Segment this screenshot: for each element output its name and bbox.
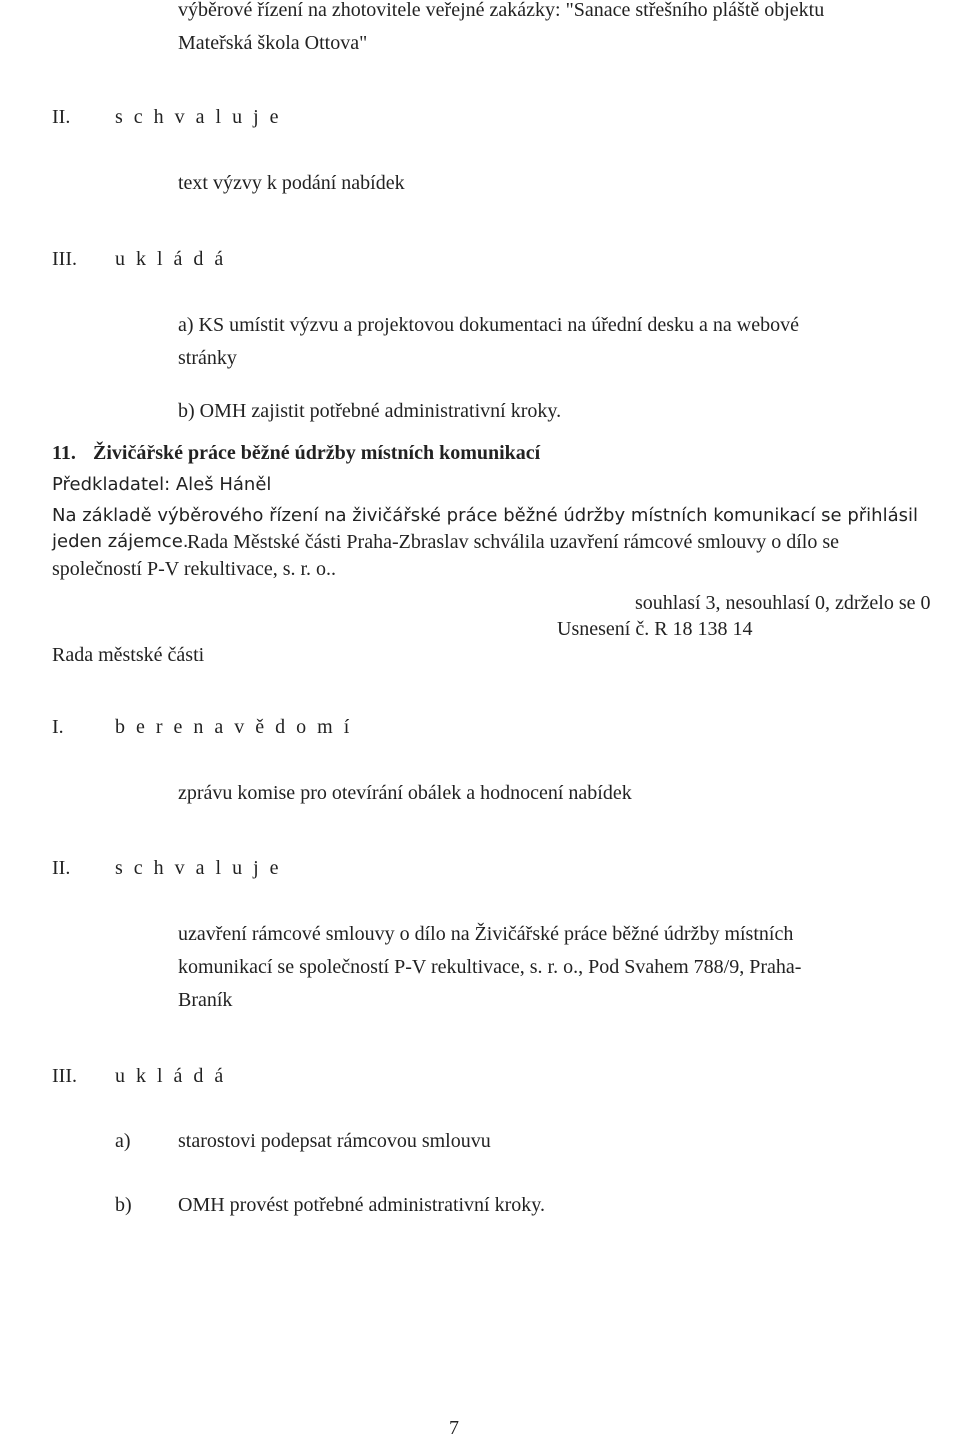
clause-item: stránky bbox=[178, 347, 237, 369]
clause-number: III. bbox=[52, 1065, 77, 1087]
body-text-line: Na základě výběrového řízení na živičářské práce běžné údržby místních komunikací se přihlásil bbox=[52, 505, 918, 526]
clause-verb: b e r e n a v ě d o m í bbox=[115, 716, 353, 738]
clause-text: zprávu komise pro otevírání obálek a hodnocení nabídek bbox=[178, 782, 632, 804]
clause-item: a) KS umístit výzvu a projektovou dokumentaci na úřední desku a na webové bbox=[178, 314, 799, 336]
clause-verb: s c h v a l u j e bbox=[115, 106, 282, 128]
clause-item: b) OMH zajistit potřebné administrativní kroky. bbox=[178, 400, 562, 422]
agenda-item-number: 11. bbox=[52, 442, 76, 464]
clause-text: uzavření rámcové smlouvy o dílo na Živičářské práce běžné údržby místních bbox=[178, 923, 794, 945]
item-text: OMH provést potřebné administrativní kroky. bbox=[178, 1194, 545, 1216]
page-number: 7 bbox=[449, 1417, 459, 1439]
clause-number: II. bbox=[52, 857, 71, 879]
clause-number: II. bbox=[52, 106, 71, 128]
clause-text: komunikací se společností P-V rekultivace, s. r. o., Pod Svahem 788/9, Praha- bbox=[178, 956, 802, 978]
agenda-item-title: Živičářské práce běžné údržby místních komunikací bbox=[93, 442, 541, 464]
clause-verb: s c h v a l u j e bbox=[115, 857, 282, 879]
item-label: b) bbox=[115, 1194, 132, 1216]
clause-text: text výzvy k podání nabídek bbox=[178, 172, 405, 194]
clause-verb: u k l á d á bbox=[115, 248, 227, 270]
presenter: Předkladatel: Aleš Háněl bbox=[52, 474, 272, 495]
council-label: Rada městské části bbox=[52, 644, 205, 666]
clause-verb: u k l á d á bbox=[115, 1065, 227, 1087]
body-text-line: společností P-V rekultivace, s. r. o.. bbox=[52, 558, 337, 580]
clause-text: Braník bbox=[178, 989, 233, 1011]
resolution-number: Usnesení č. R 18 138 14 bbox=[557, 618, 753, 640]
vote-result: souhlasí 3, nesouhlasí 0, zdrželo se 0 bbox=[635, 592, 931, 614]
clause-number: I. bbox=[52, 716, 64, 738]
resolution-text-line: Mateřská škola Ottova" bbox=[178, 32, 368, 54]
clause-number: III. bbox=[52, 248, 77, 270]
item-label: a) bbox=[115, 1130, 131, 1152]
resolution-text-line: výběrové řízení na zhotovitele veřejné zakázky: "Sanace střešního pláště objektu bbox=[178, 0, 825, 21]
body-text-line: Rada Městské části Praha-Zbraslav schválila uzavření rámcové smlouvy o dílo se bbox=[187, 531, 840, 553]
body-text-line: jeden zájemce. bbox=[52, 531, 189, 552]
item-text: starostovi podepsat rámcovou smlouvu bbox=[178, 1130, 491, 1152]
